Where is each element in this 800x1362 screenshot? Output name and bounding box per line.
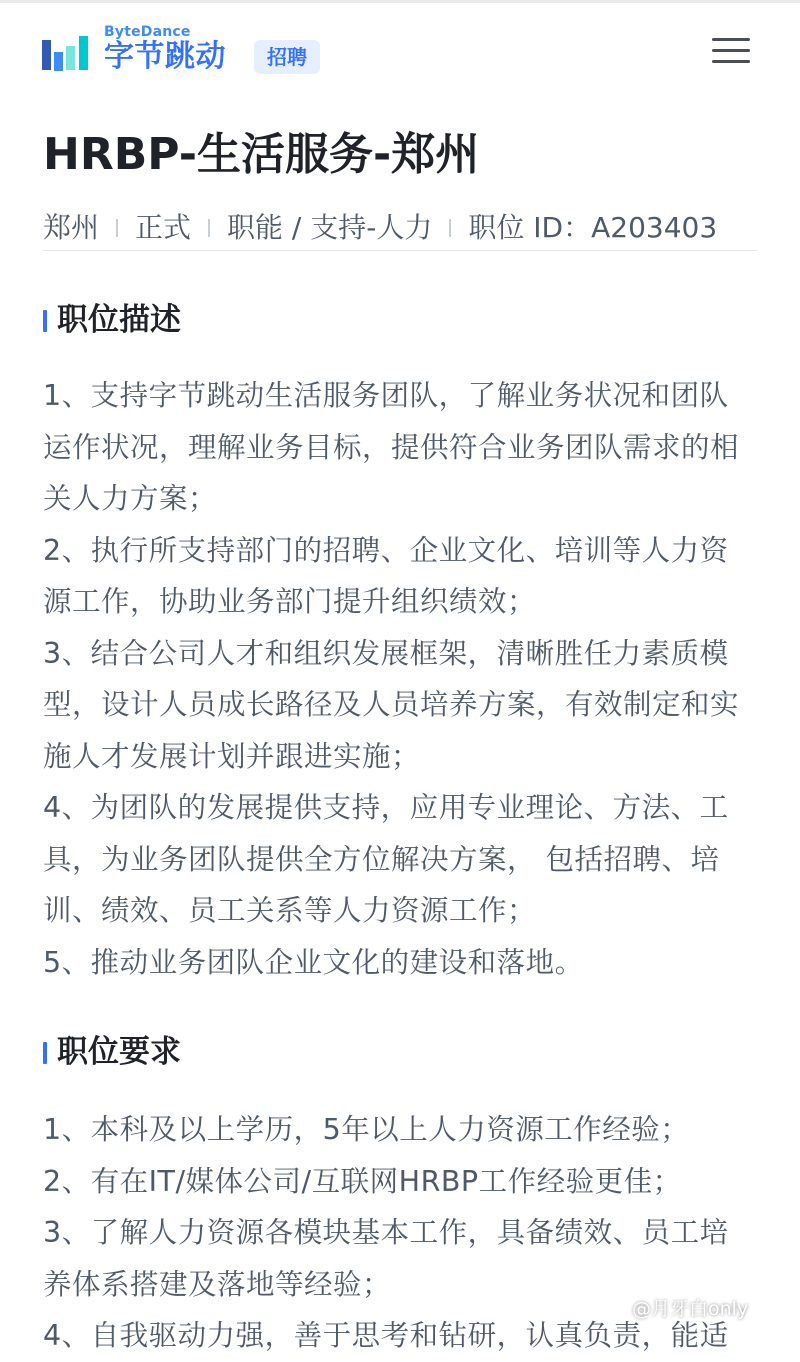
meta-separator <box>116 219 118 237</box>
meta-separator <box>208 219 210 237</box>
job-description-list <box>43 370 757 988</box>
app-header <box>0 0 800 110</box>
source-watermark: @月牙白only <box>632 1298 749 1320</box>
meta-divider <box>43 250 757 251</box>
job-location: 郑州 <box>43 211 100 244</box>
section-title-text: 职位描述 <box>57 302 181 338</box>
requirement-item: 4、自我驱动力强，善于思考和钻研，认真负责，能适 <box>43 1319 729 1352</box>
requirement-item: 1、本科及以上学历，5年以上人力资源工作经验； <box>43 1113 690 1146</box>
bytedance-logo-icon <box>42 36 92 72</box>
careers-badge: 招聘 <box>254 40 320 74</box>
description-item: 1、支持字节跳动生活服务团队，了解业务状况和团队运作状况，理解业务目标，提供符合业务团队需求的相关人力方案； <box>43 379 740 515</box>
description-item: 5、推动业务团队企业文化的建设和落地。 <box>43 945 584 979</box>
job-title: HRBP-生活服务-郑州 <box>43 129 480 180</box>
section-accent-bar <box>43 310 47 332</box>
brand-name-english: ByteDance <box>104 24 191 40</box>
requirement-item: 3、了解人力资源各模块基本工作，具备绩效、员工培养体系搭建及落地等经验； <box>43 1216 729 1301</box>
section-title-text: 职位要求 <box>57 1034 181 1070</box>
description-item: 3、结合公司人才和组织发展框架，清晰胜任力素质模型，设计人员成长路径及人员培养方案，有效制定和实施人才发展计划并跟进实施； <box>43 636 740 773</box>
job-meta <box>43 206 763 250</box>
hamburger-menu-icon[interactable] <box>708 36 752 66</box>
description-item: 2、执行所支持部门的招聘、企业文化、培训等人力资源工作，协助业务部门提升组织绩效； <box>43 533 729 618</box>
section-title-requirements <box>43 1030 181 1074</box>
section-accent-bar <box>43 1042 47 1064</box>
job-requirements-list <box>43 1104 757 1362</box>
description-item: 4、为团队的发展提供支持，应用专业理论、方法、工具，为业务团队提供全方位解决方案， 包括招聘、培训、绩效、员工关系等人力资源工作； <box>43 791 729 927</box>
brand-name-chinese: 字节跳动 <box>104 39 226 74</box>
job-id: 职位 ID：A203403 <box>468 211 718 244</box>
job-category: 职能 / 支持-人力 <box>227 211 433 244</box>
requirement-item: 2、有在IT/媒体公司/互联网HRBP工作经验更佳； <box>43 1164 682 1198</box>
bytedance-careers-logo[interactable] <box>42 26 332 76</box>
section-title-description <box>43 298 181 342</box>
job-type: 正式 <box>135 211 192 244</box>
meta-separator <box>449 219 451 237</box>
